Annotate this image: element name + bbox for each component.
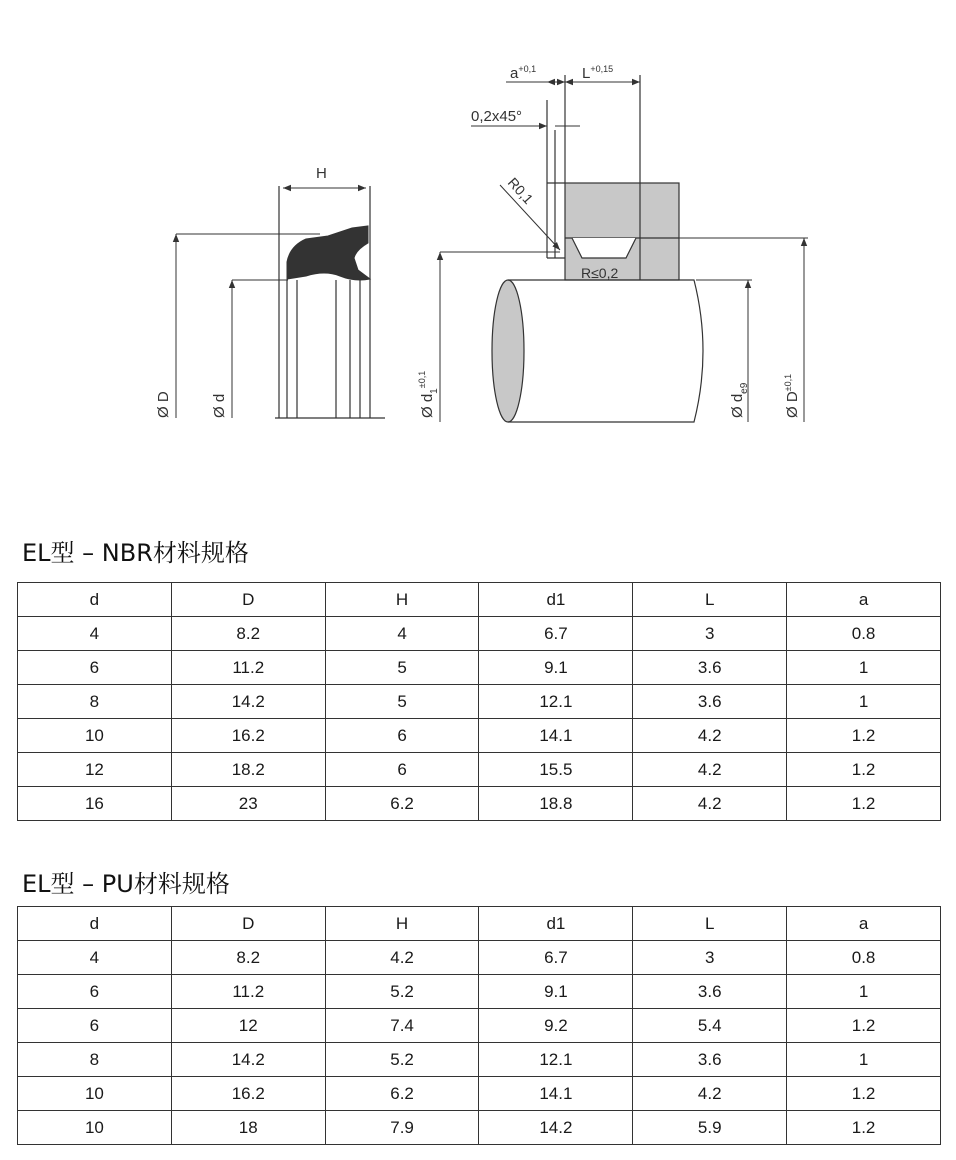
table-cell: 1 xyxy=(787,1043,941,1077)
table-row xyxy=(18,719,941,753)
label-d1-sub: 1 xyxy=(429,388,440,394)
column-header: d xyxy=(18,583,172,617)
table-cell: 1.2 xyxy=(787,1009,941,1043)
table-cell: 23 xyxy=(171,787,325,821)
label-r01: R0,1 xyxy=(504,174,537,207)
table-row xyxy=(18,1009,941,1043)
nbr-spec-table xyxy=(17,582,941,821)
table-row xyxy=(18,753,941,787)
table-cell: 1.2 xyxy=(787,1077,941,1111)
table-cell: 3.6 xyxy=(633,975,787,1009)
nbr-table-title: EL型 – NBR材料规格 xyxy=(22,539,249,567)
table-cell: 8.2 xyxy=(171,617,325,651)
table-cell: 1 xyxy=(787,975,941,1009)
column-header: L xyxy=(633,907,787,941)
column-header: a xyxy=(787,907,941,941)
pu-table-body xyxy=(18,941,941,1145)
pu-spec-table xyxy=(17,906,941,1145)
label-L-text: L xyxy=(582,65,591,82)
table-cell: 5.4 xyxy=(633,1009,787,1043)
table-cell: 6 xyxy=(18,651,172,685)
table-cell: 5 xyxy=(325,651,479,685)
seal-profile-view xyxy=(176,186,385,418)
table-cell: 14.2 xyxy=(171,1043,325,1077)
table-cell: 11.2 xyxy=(171,651,325,685)
table-cell: 7.9 xyxy=(325,1111,479,1145)
table-cell: 14.2 xyxy=(479,1111,633,1145)
table-row xyxy=(18,651,941,685)
label-de9-text: Ø d xyxy=(729,393,746,418)
table-cell: 9.1 xyxy=(479,651,633,685)
label-d: Ø d xyxy=(211,393,228,418)
table-cell: 1 xyxy=(787,651,941,685)
table-cell: 7.4 xyxy=(325,1009,479,1043)
table-cell: 6 xyxy=(18,975,172,1009)
table-row xyxy=(18,1111,941,1145)
table-cell: 16.2 xyxy=(171,1077,325,1111)
column-header: D xyxy=(171,907,325,941)
table-cell: 3.6 xyxy=(633,1043,787,1077)
label-a-text: a xyxy=(510,65,519,82)
label-L-tolerance: +0,15 xyxy=(590,64,614,74)
table-cell: 4 xyxy=(18,617,172,651)
table-header-row xyxy=(18,907,941,941)
table-cell: 15.5 xyxy=(479,753,633,787)
table-cell: 16.2 xyxy=(171,719,325,753)
table-cell: 12.1 xyxy=(479,1043,633,1077)
table-cell: 18.8 xyxy=(479,787,633,821)
groove-view xyxy=(440,75,808,422)
table-cell: 0.8 xyxy=(787,941,941,975)
table-cell: 16 xyxy=(18,787,172,821)
table-cell: 0.8 xyxy=(787,617,941,651)
table-cell: 6.2 xyxy=(325,787,479,821)
label-D2-text: Ø D xyxy=(784,391,801,418)
table-cell: 4 xyxy=(18,941,172,975)
table-row xyxy=(18,1077,941,1111)
column-header: d xyxy=(18,907,172,941)
label-D2 xyxy=(783,374,801,418)
table-cell: 3.6 xyxy=(633,651,787,685)
column-header: H xyxy=(325,907,479,941)
table-cell: 9.2 xyxy=(479,1009,633,1043)
table-cell: 4.2 xyxy=(325,941,479,975)
label-d1 xyxy=(417,371,440,418)
table-cell: 8 xyxy=(18,1043,172,1077)
table-row xyxy=(18,975,941,1009)
label-H: H xyxy=(316,165,327,182)
table-cell: 1.2 xyxy=(787,719,941,753)
table-cell: 14.2 xyxy=(171,685,325,719)
table-cell: 12 xyxy=(171,1009,325,1043)
table-cell: 9.1 xyxy=(479,975,633,1009)
label-a xyxy=(510,64,536,82)
table-cell: 5.9 xyxy=(633,1111,787,1145)
table-cell: 1 xyxy=(787,685,941,719)
table-cell: 18.2 xyxy=(171,753,325,787)
table-cell: 10 xyxy=(18,1077,172,1111)
table-cell: 1.2 xyxy=(787,1111,941,1145)
column-header: H xyxy=(325,583,479,617)
nbr-table-body xyxy=(18,617,941,821)
table-cell: 5 xyxy=(325,685,479,719)
table-cell: 4.2 xyxy=(633,1077,787,1111)
column-header: a xyxy=(787,583,941,617)
table-cell: 3.6 xyxy=(633,685,787,719)
table-cell: 8.2 xyxy=(171,941,325,975)
table-cell: 18 xyxy=(171,1111,325,1145)
label-D2-tolerance: ±0,1 xyxy=(783,373,793,392)
table-cell: 1.2 xyxy=(787,787,941,821)
table-cell: 12 xyxy=(18,753,172,787)
column-header: d1 xyxy=(479,583,633,617)
label-L xyxy=(582,64,613,82)
table-cell: 6.7 xyxy=(479,617,633,651)
label-de9-sub: e9 xyxy=(739,382,750,394)
table-row xyxy=(18,1043,941,1077)
table-cell: 3 xyxy=(633,617,787,651)
table-cell: 3 xyxy=(633,941,787,975)
label-d1-text: Ø d xyxy=(419,393,436,418)
table-cell: 6 xyxy=(325,719,479,753)
label-chamfer: 0,2x45° xyxy=(471,108,523,125)
table-row xyxy=(18,941,941,975)
table-cell: 6.7 xyxy=(479,941,633,975)
label-a-tolerance: +0,1 xyxy=(518,64,537,74)
table-header-row xyxy=(18,583,941,617)
table-cell: 6 xyxy=(325,753,479,787)
table-cell: 5.2 xyxy=(325,1043,479,1077)
technical-drawing xyxy=(0,0,956,500)
table-cell: 4.2 xyxy=(633,753,787,787)
table-cell: 5.2 xyxy=(325,975,479,1009)
table-cell: 4 xyxy=(325,617,479,651)
column-header: D xyxy=(171,583,325,617)
table-row xyxy=(18,617,941,651)
table-row xyxy=(18,787,941,821)
table-cell: 6.2 xyxy=(325,1077,479,1111)
table-cell: 4.2 xyxy=(633,787,787,821)
label-d1-tolerance: ±0,1 xyxy=(417,370,427,389)
table-cell: 1.2 xyxy=(787,753,941,787)
label-de9 xyxy=(729,382,750,418)
table-cell: 12.1 xyxy=(479,685,633,719)
pu-table-title: EL型 – PU材料规格 xyxy=(22,870,230,898)
table-cell: 10 xyxy=(18,1111,172,1145)
label-D: Ø D xyxy=(155,391,172,418)
table-cell: 14.1 xyxy=(479,1077,633,1111)
column-header: L xyxy=(633,583,787,617)
table-cell: 6 xyxy=(18,1009,172,1043)
table-cell: 10 xyxy=(18,719,172,753)
table-cell: 4.2 xyxy=(633,719,787,753)
column-header: d1 xyxy=(479,907,633,941)
table-row xyxy=(18,685,941,719)
table-cell: 14.1 xyxy=(479,719,633,753)
table-cell: 8 xyxy=(18,685,172,719)
table-cell: 11.2 xyxy=(171,975,325,1009)
label-r02: R≤0,2 xyxy=(581,265,619,281)
